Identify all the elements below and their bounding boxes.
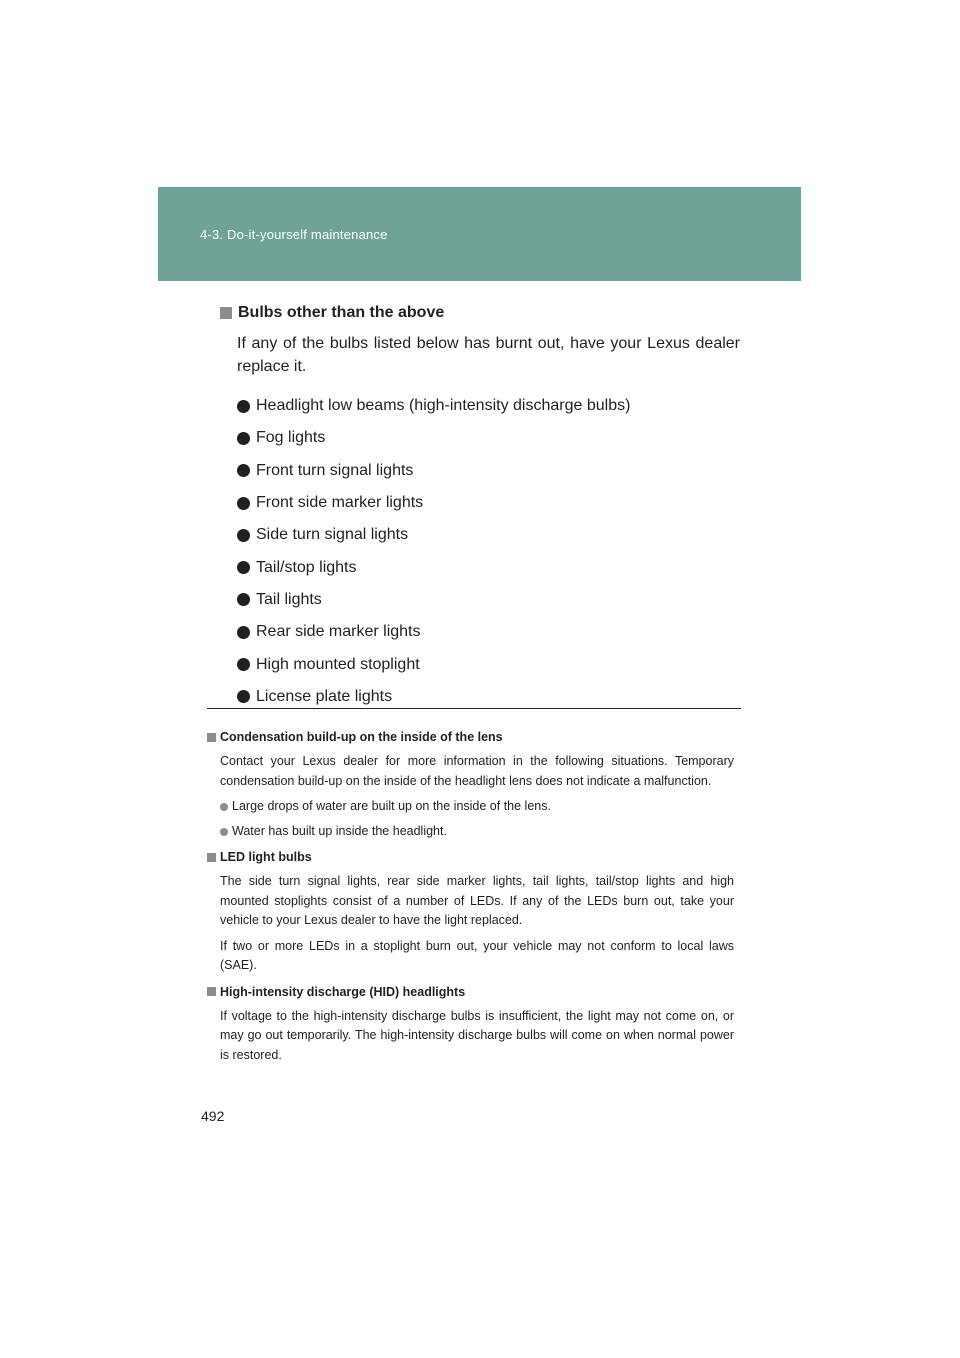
led-text-1: The side turn signal lights, rear side marker lights, tail lights, tail/stop lights and high mounted stoplights consist of a number of LEDs. If any of the LEDs burn out, take your vehicle to your Lexus dealer to have the light replaced. <box>220 874 734 927</box>
bulb-list <box>237 390 740 713</box>
list-item: Tail/stop lights <box>237 551 740 583</box>
bulbs-intro: If any of the bulbs listed below has burnt out, have your Lexus dealer replace it. <box>237 335 740 375</box>
bullet-dot-icon <box>237 400 250 413</box>
list-item: Headlight low beams (high-intensity discharge bulbs) <box>237 390 740 422</box>
bullet-dot-icon <box>237 464 250 477</box>
hid-text: If voltage to the high-intensity discharge bulbs is insufficient, the light may not come on, or may go out temporarily. The high-intensity discharge bulbs will come on when normal power is restored. <box>220 1008 734 1062</box>
condensation-heading: Condensation build-up on the inside of the lens <box>207 728 734 746</box>
bullet-dot-icon <box>220 803 228 811</box>
section-title: 4-3. Do-it-yourself maintenance <box>200 227 388 242</box>
square-bullet-icon <box>207 853 216 862</box>
bullet-dot-icon <box>237 658 250 671</box>
list-item: Rear side marker lights <box>237 616 740 648</box>
page-number: 492 <box>201 1108 225 1124</box>
list-item: Front turn signal lights <box>237 455 740 487</box>
hid-heading: High-intensity discharge (HID) headlights <box>207 983 734 1001</box>
section-divider <box>207 708 741 709</box>
list-item: License plate lights <box>237 681 740 713</box>
notes-section <box>207 728 734 1065</box>
bullet-dot-icon <box>237 561 250 574</box>
main-content <box>220 304 740 713</box>
bullet-dot-icon <box>237 529 250 542</box>
bullet-dot-icon <box>237 497 250 510</box>
led-text-2: If two or more LEDs in a stoplight burn out, your vehicle may not conform to local laws (SAE). <box>220 938 734 972</box>
list-item: Front side marker lights <box>237 487 740 519</box>
led-heading: LED light bulbs <box>207 848 734 866</box>
bulbs-heading-text: Bulbs other than the above <box>238 304 445 321</box>
square-bullet-icon <box>207 733 216 742</box>
bullet-dot-icon <box>237 432 250 445</box>
bullet-dot-icon <box>237 626 250 639</box>
bullet-dot-icon <box>220 828 228 836</box>
list-item: High mounted stoplight <box>237 648 740 680</box>
list-item: Tail lights <box>237 584 740 616</box>
list-item: Fog lights <box>237 422 740 454</box>
bullet-dot-icon <box>237 593 250 606</box>
bullet-dot-icon <box>237 690 250 703</box>
bulbs-heading <box>220 304 740 322</box>
square-bullet-icon <box>207 987 216 996</box>
list-item: Large drops of water are built up on the inside of the lens. <box>220 797 734 816</box>
list-item: Water has built up inside the headlight. <box>220 822 734 841</box>
condensation-text: Contact your Lexus dealer for more information in the following situations. Temporary condensation build-up on the inside of the headlight lens does not indicate a malfunction. <box>220 754 734 788</box>
section-header-band <box>158 187 801 281</box>
list-item: Side turn signal lights <box>237 519 740 551</box>
square-bullet-icon <box>220 307 232 319</box>
